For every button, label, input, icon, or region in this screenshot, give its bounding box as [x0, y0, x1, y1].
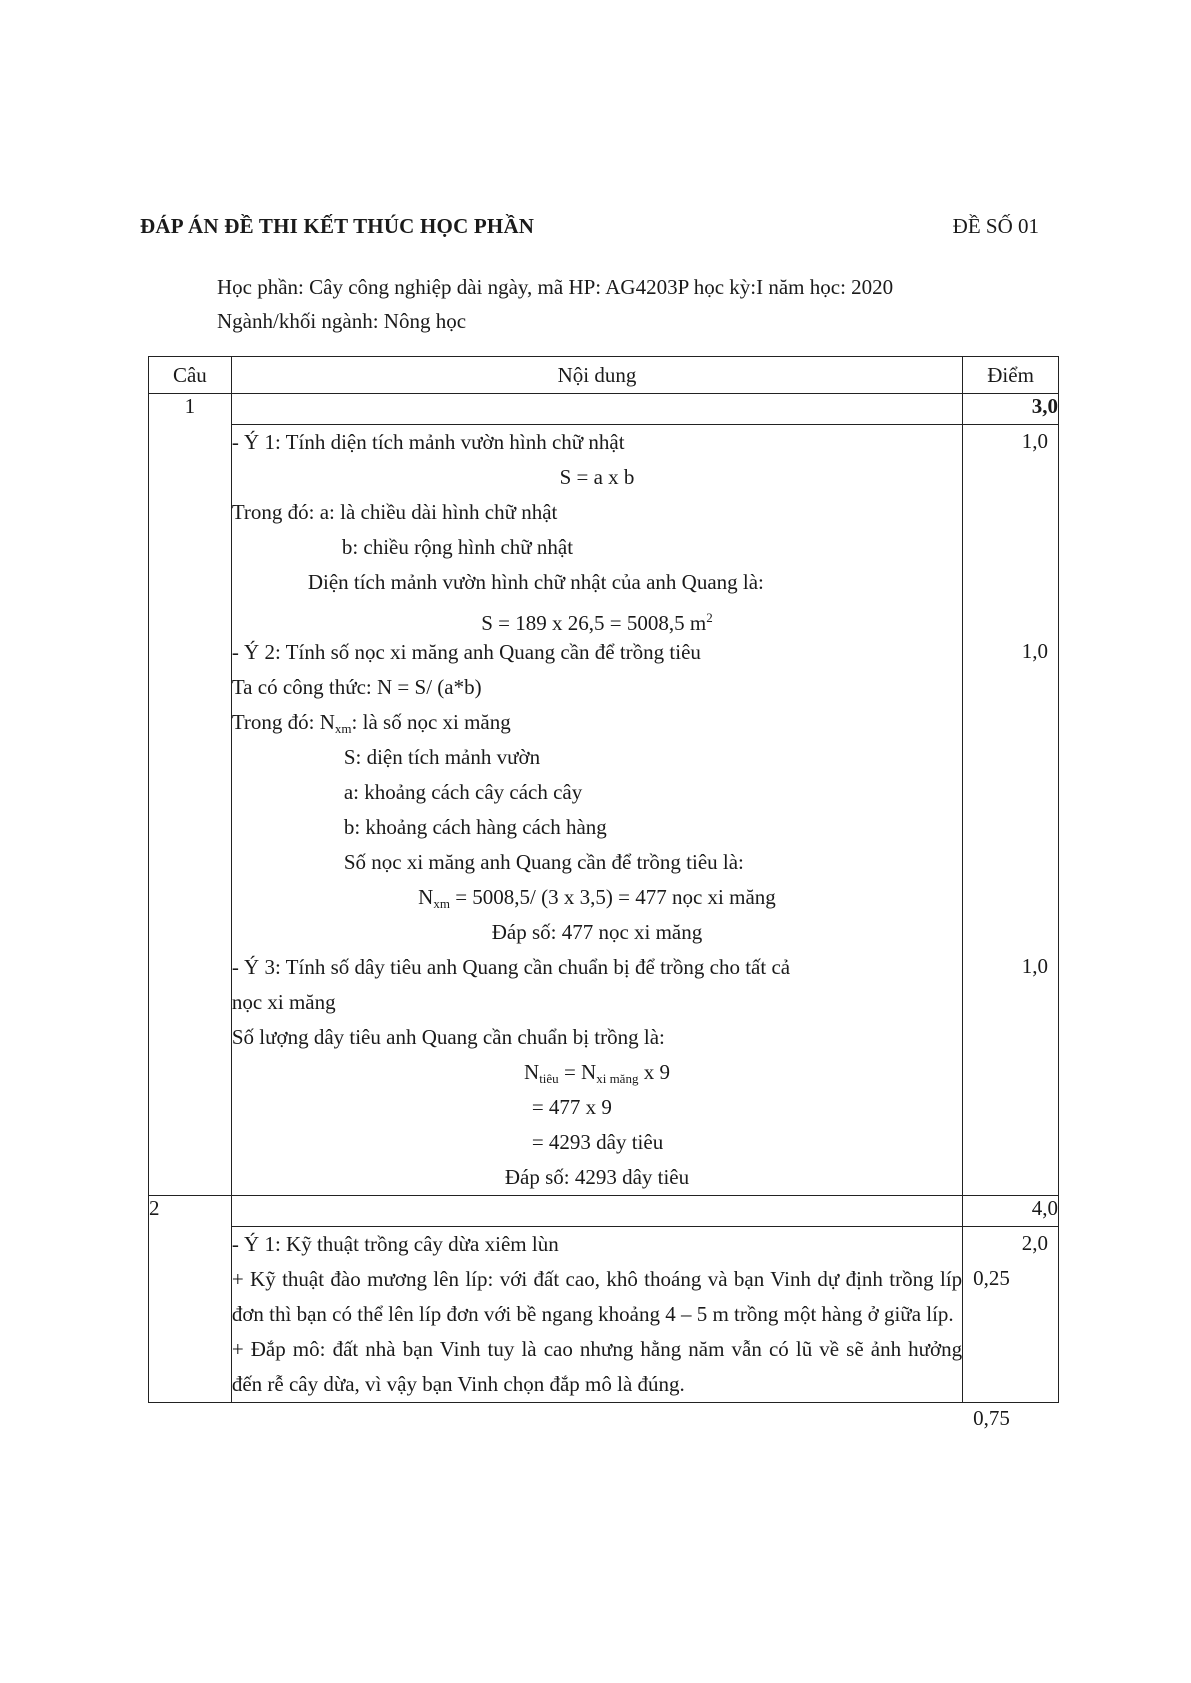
page-title: ĐÁP ÁN ĐỀ THI KẾT THÚC HỌC PHẦN	[140, 214, 535, 238]
q1-y3-step2: = 477 x 9	[531, 1095, 612, 1119]
q2-y1-title: - Ý 1: Kỹ thuật trồng cây dừa xiêm lùn	[231, 1232, 559, 1256]
q1-y3-label: Số lượng dây tiêu anh Quang cần chuẩn bị trồng là:	[231, 1025, 665, 1049]
q1-y3-title-1: - Ý 3: Tính số dây tiêu anh Quang cần chuẩn bị để trồng cho tất cả	[231, 955, 791, 979]
q1-y2-formula: Ta có công thức: N = S/ (a*b)	[231, 675, 482, 699]
q1-y1-result: S = 189 x 26,5 = 5008,5 $m^2$	[481, 610, 713, 635]
q1-y1-result-label: Diện tích mảnh vườn hình chữ nhật của anh Quang là:	[307, 570, 764, 594]
course-info	[217, 270, 893, 338]
q1-y1-formula: S = a x b	[559, 465, 635, 489]
answer-table	[148, 356, 1059, 1430]
q1-y2-where: Trong đó: $N_{xm}$: là số nọc xi măng	[231, 710, 511, 736]
q1-y2-title: - Ý 2: Tính số nọc xi măng anh Quang cần để trồng tiêu	[231, 640, 701, 664]
q2-score-column	[963, 1227, 1059, 1430]
q1-y2-answer: Đáp số: 477 nọc xi măng	[491, 920, 703, 944]
q2-paragraph-2: + Đắp mô: đất nhà bạn Vinh tuy là cao nhưng hằng năm vẫn có lũ về sẽ ảnh hưởng đến rễ cây dừa, vì vậy bạn Vinh chọn đắp mô là đúng.	[231, 1337, 963, 1396]
q1-y1-score: 1,0	[1021, 429, 1048, 453]
q1-y1-title: - Ý 1: Tính diện tích mảnh vườn hình chữ nhật	[231, 430, 625, 454]
q2-header-content	[231, 1196, 962, 1227]
q1-header-content	[231, 394, 962, 425]
q2-number: 2	[149, 1196, 232, 1403]
q2-p1-score: 0,25	[973, 1266, 1010, 1290]
q1-y3-calc: $N_{tiêu} = N_{xi măng}$ x 9	[524, 1060, 670, 1086]
header-cau: Câu	[149, 357, 232, 394]
q1-y3-score: 1,0	[1021, 954, 1048, 978]
q1-content	[231, 425, 962, 1196]
q1-content-row	[149, 425, 1059, 1196]
q2-paragraph-1: + Kỹ thuật đào mương lên líp: với đất cao, khô thoáng và bạn Vinh dự định trồng líp đơn thì bạn có thể lên líp đơn với bề ngang khoảng 4 – 5 m trồng một hàng ở giữa líp.	[231, 1267, 963, 1326]
q1-total-score: 3,0	[963, 394, 1059, 425]
exam-code: ĐỀ SỐ 01	[952, 214, 1039, 238]
header-score: Điểm	[963, 357, 1059, 394]
q2-total-score: 4,0	[963, 1196, 1059, 1227]
header-content: Nội dung	[231, 357, 962, 394]
q1-header-row	[149, 394, 1059, 425]
q1-y2-a: a: khoảng cách cây cách cây	[343, 780, 583, 804]
q2-p2-score: 0,75	[973, 1406, 1010, 1430]
q2-content-row	[149, 1227, 1059, 1403]
q1-y2-calc: $N_{xm} = 5008,5/$ (3 x 3,5) = 477 nọc xi măng	[418, 885, 776, 911]
q1-y1-where-b: b: chiều rộng hình chữ nhật	[341, 535, 574, 559]
q1-score-column	[963, 425, 1059, 1196]
q2-content	[231, 1227, 962, 1403]
course-line: Học phần: Cây công nghiệp dài ngày, mã HP: AG4203P học kỳ:I năm học: 2020	[217, 275, 894, 299]
q1-y2-score: 1,0	[1021, 639, 1048, 663]
q1-y2-b: b: khoảng cách hàng cách hàng	[343, 815, 607, 839]
q1-y3-step3: = 4293 dây tiêu	[531, 1130, 664, 1154]
q1-y3-answer: Đáp số: 4293 dây tiêu	[504, 1165, 690, 1189]
table-header-row	[149, 357, 1059, 394]
q2-header-row	[149, 1196, 1059, 1227]
major-line: Ngành/khối ngành: Nông học	[217, 309, 467, 333]
q1-y2-result-label: Số nọc xi măng anh Quang cần để trồng tiêu là:	[343, 850, 744, 874]
q1-y1-where-a: Trong đó: a: là chiều dài hình chữ nhật	[231, 500, 558, 524]
q1-y2-s: S: diện tích mảnh vườn	[343, 745, 541, 769]
q1-number: 1	[149, 394, 232, 1196]
q1-y3-title-2: nọc xi măng	[231, 990, 336, 1014]
q2-y1-score: 2,0	[1021, 1231, 1048, 1255]
